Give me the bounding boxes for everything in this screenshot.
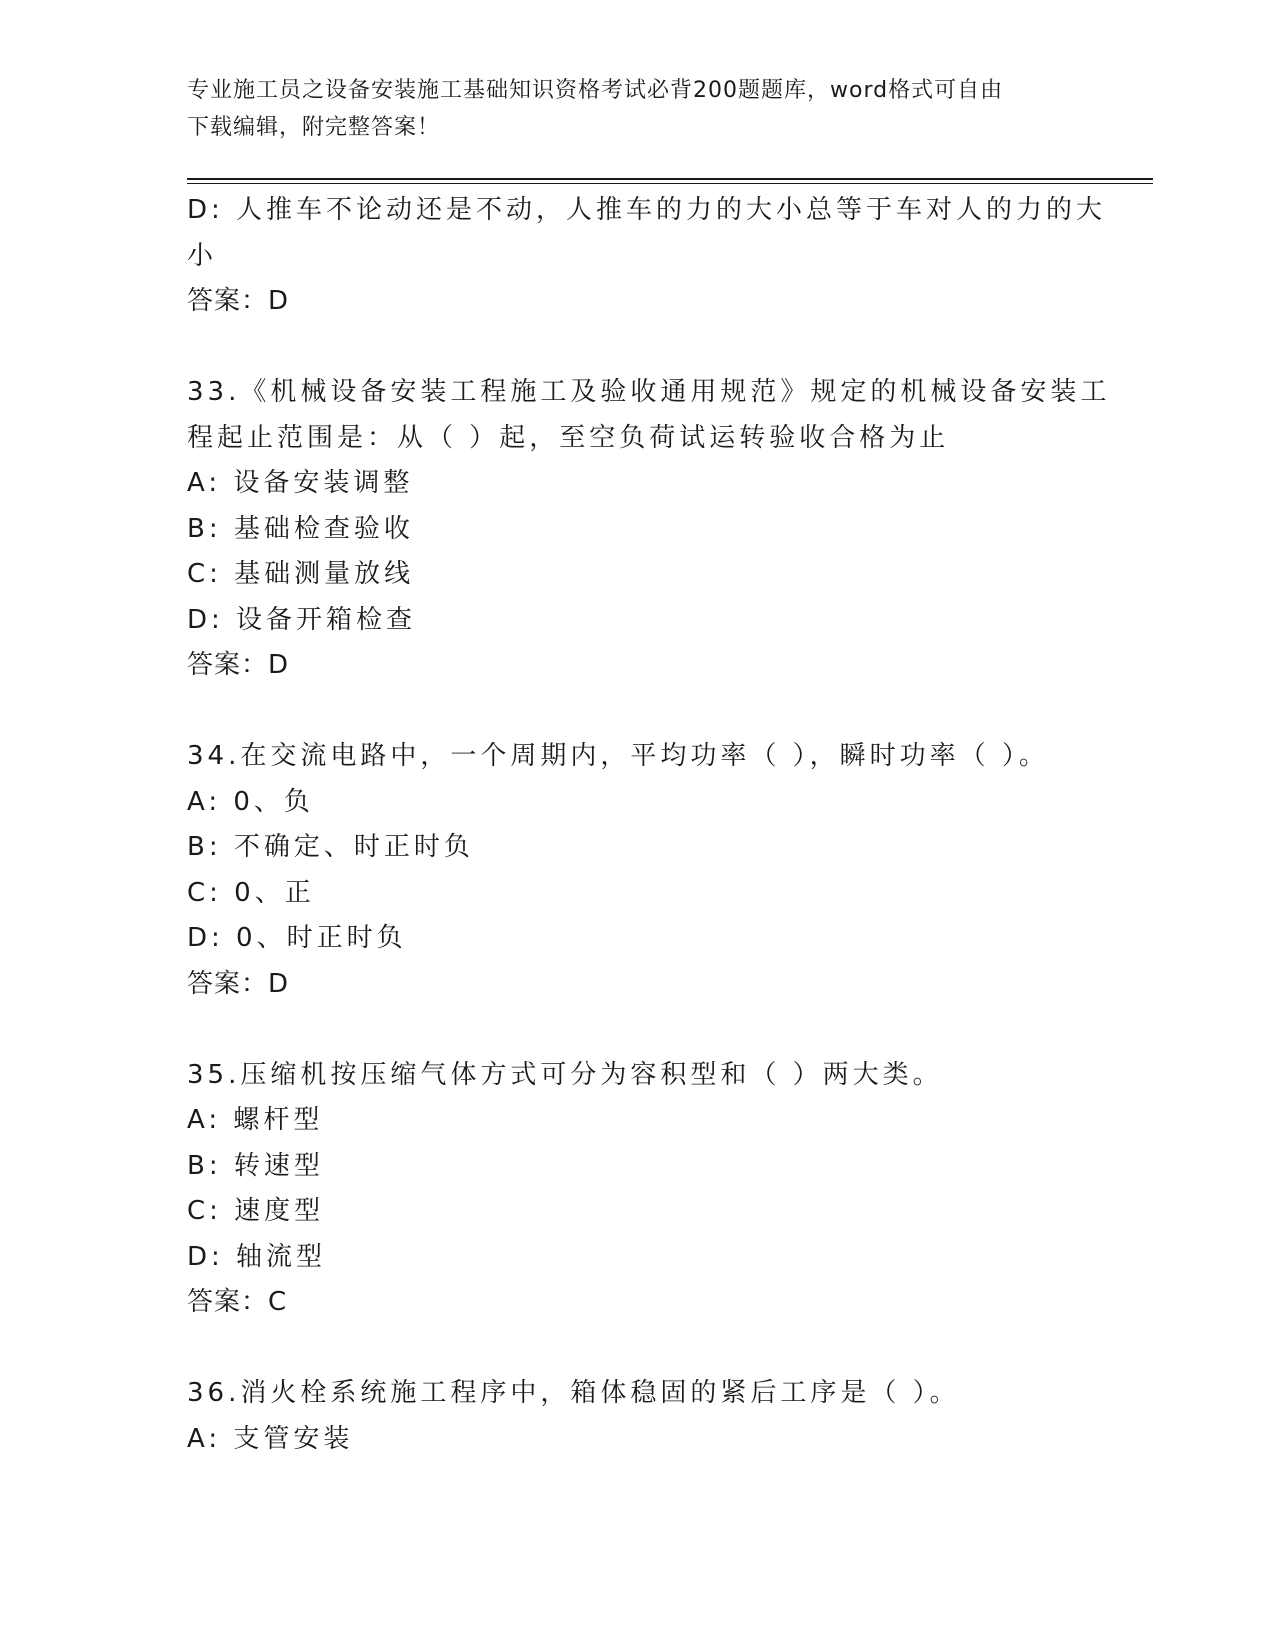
option-d: D: 设备开箱检查	[187, 604, 417, 635]
option-c: C: 基础测量放线	[187, 559, 415, 589]
option-a: A: 设备安装调整	[187, 468, 414, 498]
question-34	[187, 734, 1087, 1007]
question-36	[187, 1371, 1087, 1462]
answer-line: 答案：D	[187, 650, 290, 680]
spacer	[187, 325, 1087, 371]
previous-question-tail	[187, 188, 1107, 325]
question-text: 36.消火栓系统施工程序中，箱体稳固的紧后工序是（ ）。	[187, 1378, 960, 1408]
option-c: C: 0、正	[187, 877, 315, 908]
header-line-1: 专业施工员之设备安装施工基础知识资格考试必背200题题库，word格式可自由	[187, 78, 1004, 103]
option-d: D: 轴流型	[187, 1241, 327, 1272]
option-b: B: 基础检查验收	[187, 513, 414, 544]
question-text: 34.在交流电路中，一个周期内，平均功率（ ），瞬时功率（ ）。	[187, 741, 1049, 771]
question-list	[187, 188, 1111, 1462]
document-header	[187, 72, 1087, 146]
question-33	[187, 370, 1111, 689]
spacer	[187, 1326, 1087, 1372]
answer-line: 答案：D	[187, 286, 290, 316]
answer-line: 答案：C	[187, 1287, 288, 1317]
option-a: A: 0、负	[187, 786, 314, 817]
option-a: A: 支管安装	[187, 1423, 354, 1454]
spacer	[187, 1007, 1087, 1053]
option-b: B: 转速型	[187, 1150, 324, 1181]
question-text: 35.压缩机按压缩气体方式可分为容积型和（ ）两大类。	[187, 1059, 943, 1090]
option-b: B: 不确定、时正时负	[187, 832, 474, 862]
spacer	[187, 689, 1087, 735]
header-line-2: 下载编辑，附完整答案！	[187, 115, 441, 140]
option-d: D: 0、时正时负	[187, 923, 407, 953]
option-d: D: 人推车不论动还是不动，人推车的力的大小总等于车对人的力的大	[187, 195, 1107, 225]
answer-line: 答案：D	[187, 968, 290, 999]
question-35	[187, 1053, 1087, 1326]
option-d-continuation: 小	[187, 240, 218, 271]
option-c: C: 速度型	[187, 1196, 325, 1226]
question-text: 33.《机械设备安装工程施工及验收通用规范》规定的机械设备安装工	[187, 377, 1111, 407]
question-text-continuation: 程起止范围是：从（ ）起，至空负荷试运转验收合格为止	[187, 422, 950, 453]
header-divider-thin	[187, 183, 1153, 184]
option-a: A: 螺杆型	[187, 1105, 324, 1135]
header-divider-thick	[187, 178, 1153, 180]
